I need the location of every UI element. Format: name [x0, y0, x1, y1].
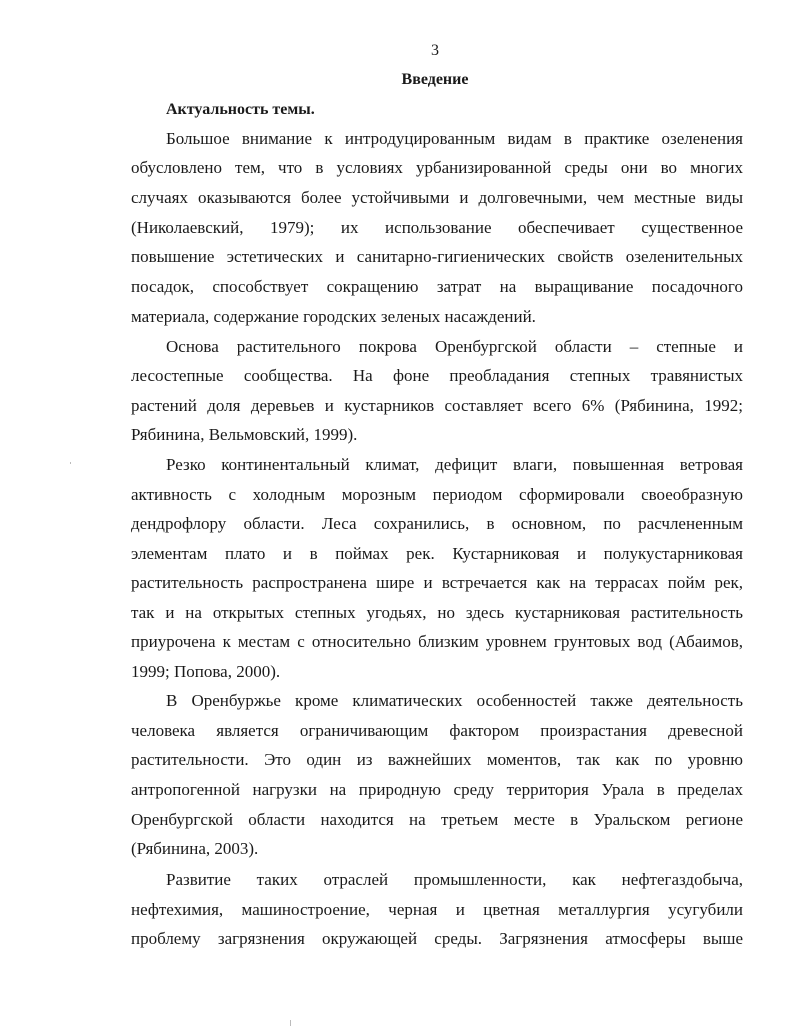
scan-speck [290, 1020, 291, 1026]
text-line: Основа растительного покрова Оренбургской области – степные и [166, 337, 743, 356]
text-line: материала, содержание городских зеленых насаждений. [131, 307, 536, 326]
text-line: (Рябинина, 2003). [131, 839, 259, 858]
text-line: дендрофлору области. Леса сохранились, в основном, по расчлененным [131, 514, 743, 533]
text-line: Оренбургской области находится на третьем месте в Уральском регионе [131, 810, 743, 829]
text-line: Развитие таких отраслей промышленности, как нефтегаздобыча, [166, 870, 743, 889]
text-line: растительности. Это один из важнейших моментов, так как по уровню [131, 750, 743, 769]
text-line: Большое внимание к интродуцированным видам в практике озеленения [166, 129, 743, 148]
text-line: человека является ограничивающим фактором произрастания древесной [131, 721, 743, 740]
text-line: активность с холодным морозным периодом сформировали своеобразную [131, 485, 743, 504]
text-line: так и на открытых степных угодьях, но здесь кустарниковая растительность [131, 603, 743, 622]
section-subtitle: Актуальность темы. [166, 101, 315, 118]
text-line: В Оренбуржье кроме климатических особенностей также деятельность [166, 691, 743, 710]
text-line: повышение эстетических и санитарно-гигиенических свойств озеленительных [131, 247, 743, 266]
page-number: 3 [431, 42, 439, 59]
page-title: Введение [401, 71, 469, 88]
text-line: элементам плато и в поймах рек. Кустарниковая и полукустарниковая [131, 544, 743, 563]
scan-speck [70, 462, 71, 464]
text-line: приурочена к местам с относительно близким уровнем грунтовых вод (Абаимов, [131, 632, 743, 651]
text-line: случаях оказываются более устойчивыми и долговечными, чем местные виды [131, 188, 743, 207]
text-line: Рябинина, Вельмовский, 1999). [131, 425, 358, 444]
text-line: Резко континентальный климат, дефицит влаги, повышенная ветровая [166, 455, 743, 474]
text-line: лесостепные сообщества. На фоне преобладания степных травянистых [131, 366, 743, 385]
text-line: растительность распространена шире и встречается как на террасах пойм рек, [131, 573, 743, 592]
text-line: нефтехимия, машиностроение, черная и цветная металлургия усугубили [131, 900, 743, 919]
text-line: антропогенной нагрузки на природную среду территория Урала в пределах [131, 780, 743, 799]
text-line: растений доля деревьев и кустарников составляет всего 6% (Рябинина, 1992; [131, 396, 743, 415]
text-line: проблему загрязнения окружающей среды. Загрязнения атмосферы выше [131, 929, 743, 948]
text-line: посадок, способствует сокращению затрат на выращивание посадочного [131, 277, 743, 296]
text-line: (Николаевский, 1979); их использование обеспечивает существенное [131, 218, 743, 237]
text-line: обусловлено тем, что в условиях урбанизированной среды они во многих [131, 158, 743, 177]
text-line: 1999; Попова, 2000). [131, 662, 281, 681]
